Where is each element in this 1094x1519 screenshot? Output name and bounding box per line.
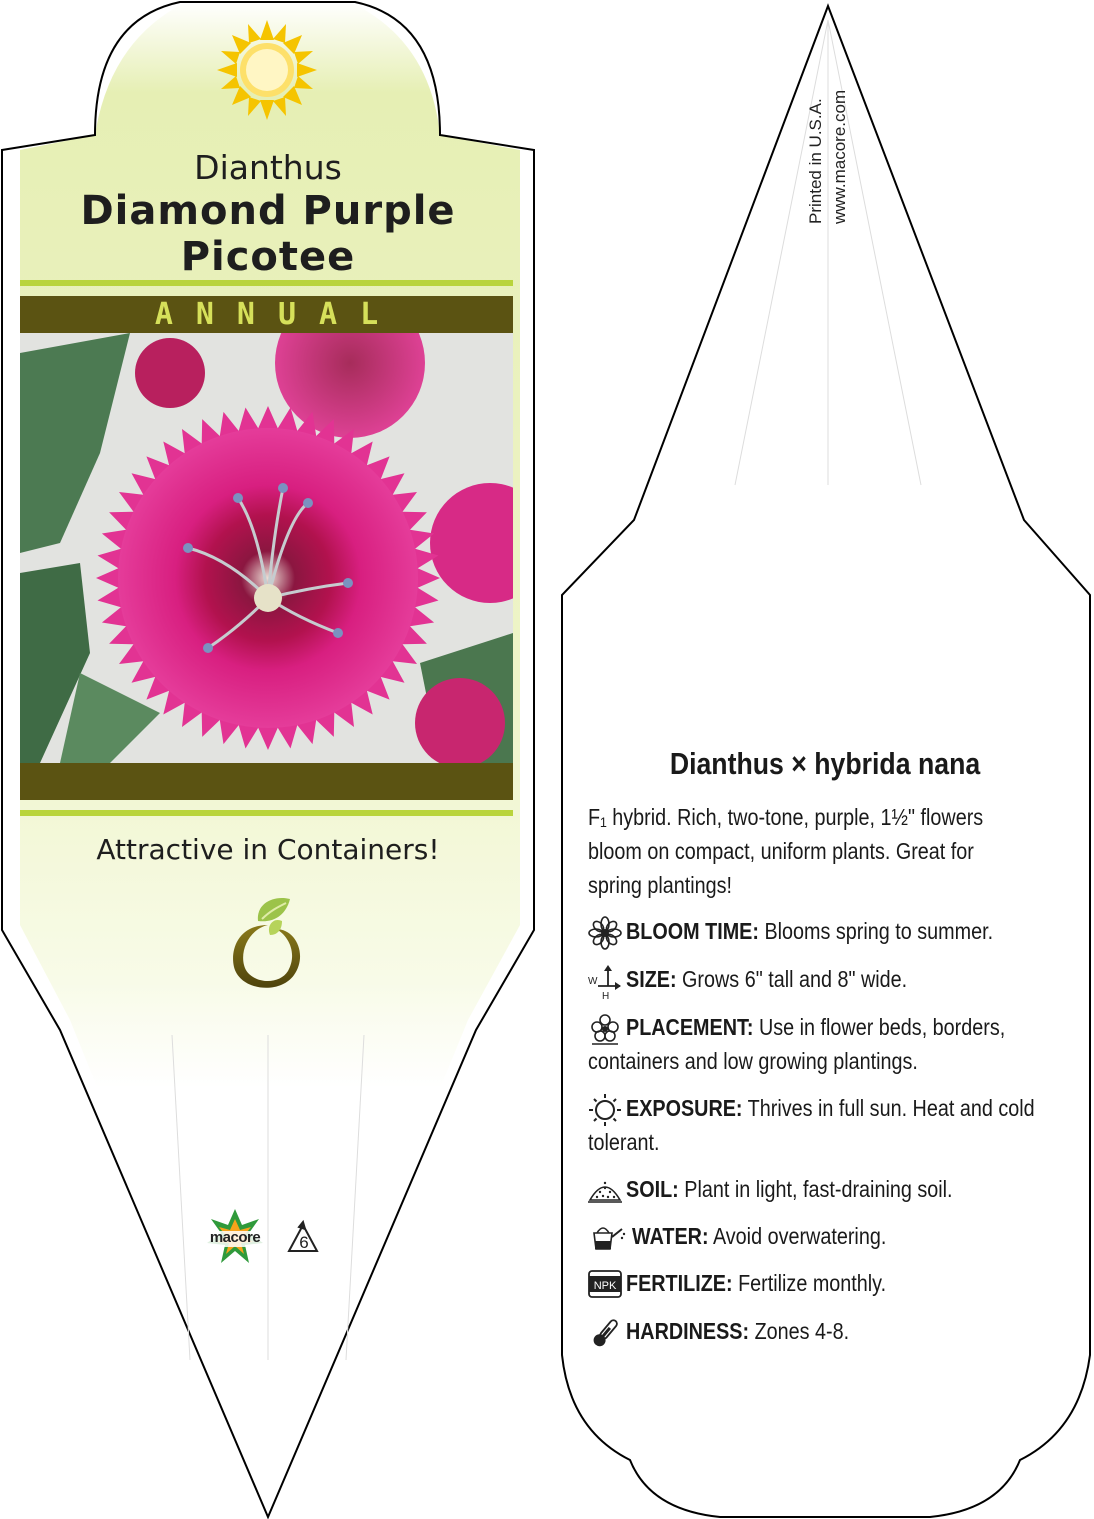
main-flower xyxy=(96,406,440,750)
care-value: Fertilize monthly. xyxy=(738,1270,887,1296)
size-icon-w: W xyxy=(588,976,598,987)
description-line: spring plantings! xyxy=(588,872,733,898)
care-label: SIZE: xyxy=(626,966,677,992)
care-value: Grows 6" tall and 8" wide. xyxy=(682,966,908,992)
npk-icon xyxy=(588,1270,622,1300)
care-label: WATER: xyxy=(632,1223,709,1249)
care-value: Thrives in full sun. Heat and cold xyxy=(747,1095,1035,1121)
care-label: BLOOM TIME: xyxy=(626,918,759,944)
front-rule-bottom xyxy=(20,810,513,816)
description-line: bloom on compact, uniform plants. Great for xyxy=(588,838,974,864)
placement-icon xyxy=(588,1012,622,1046)
npk-text: NPK xyxy=(593,1280,617,1292)
plant-description xyxy=(588,800,983,902)
flower-icon xyxy=(588,916,622,950)
care-value-continued: containers and low growing plantings. xyxy=(588,1048,918,1074)
botanical-name: Dianthus × hybrida nana xyxy=(669,746,981,781)
care-value: Zones 4-8. xyxy=(754,1318,850,1344)
size-icon xyxy=(588,964,622,1000)
brand-swirl-icon xyxy=(228,895,308,995)
care-label: SOIL: xyxy=(626,1176,679,1202)
care-value: Blooms spring to summer. xyxy=(764,918,994,944)
sun-exposure-icon xyxy=(588,1093,622,1127)
photo-bottom-band xyxy=(20,763,513,800)
printed-in-label: Printed in U.S.A. xyxy=(806,98,825,224)
soil-icon xyxy=(588,1174,622,1206)
care-label: FERTILIZE: xyxy=(626,1270,733,1296)
watering-can-icon xyxy=(588,1221,628,1255)
care-label: EXPOSURE: xyxy=(626,1095,743,1121)
macore-wordmark: macore xyxy=(209,1229,261,1246)
front-rule-top xyxy=(20,280,513,286)
website-label: www.macore.com xyxy=(830,89,849,224)
sun-icon xyxy=(217,20,317,120)
care-label: HARDINESS: xyxy=(626,1318,750,1344)
care-value: Plant in light, fast-draining soil. xyxy=(684,1176,953,1202)
flower-photo xyxy=(20,333,513,763)
front-genus-name: Dianthus xyxy=(194,148,342,187)
thermometer-icon xyxy=(588,1316,622,1350)
care-value-continued: tolerant. xyxy=(588,1129,660,1155)
category-label: ANNUAL xyxy=(154,297,402,332)
care-value: Avoid overwatering. xyxy=(712,1223,887,1249)
care-value: Use in flower beds, borders, xyxy=(758,1014,1006,1040)
care-label: PLACEMENT: xyxy=(626,1014,754,1040)
description-line: F₁ hybrid. Rich, two-tone, purple, 1½" flowers xyxy=(588,804,984,830)
variety-line-2: Picotee xyxy=(180,234,356,280)
annual-band xyxy=(20,296,513,333)
front-variety-name xyxy=(20,188,516,280)
recycle-number: 6 xyxy=(299,1233,309,1252)
front-tagline: Attractive in Containers! xyxy=(96,833,440,866)
variety-line-1: Diamond Purple xyxy=(80,188,456,234)
size-icon-h: H xyxy=(602,991,610,1000)
